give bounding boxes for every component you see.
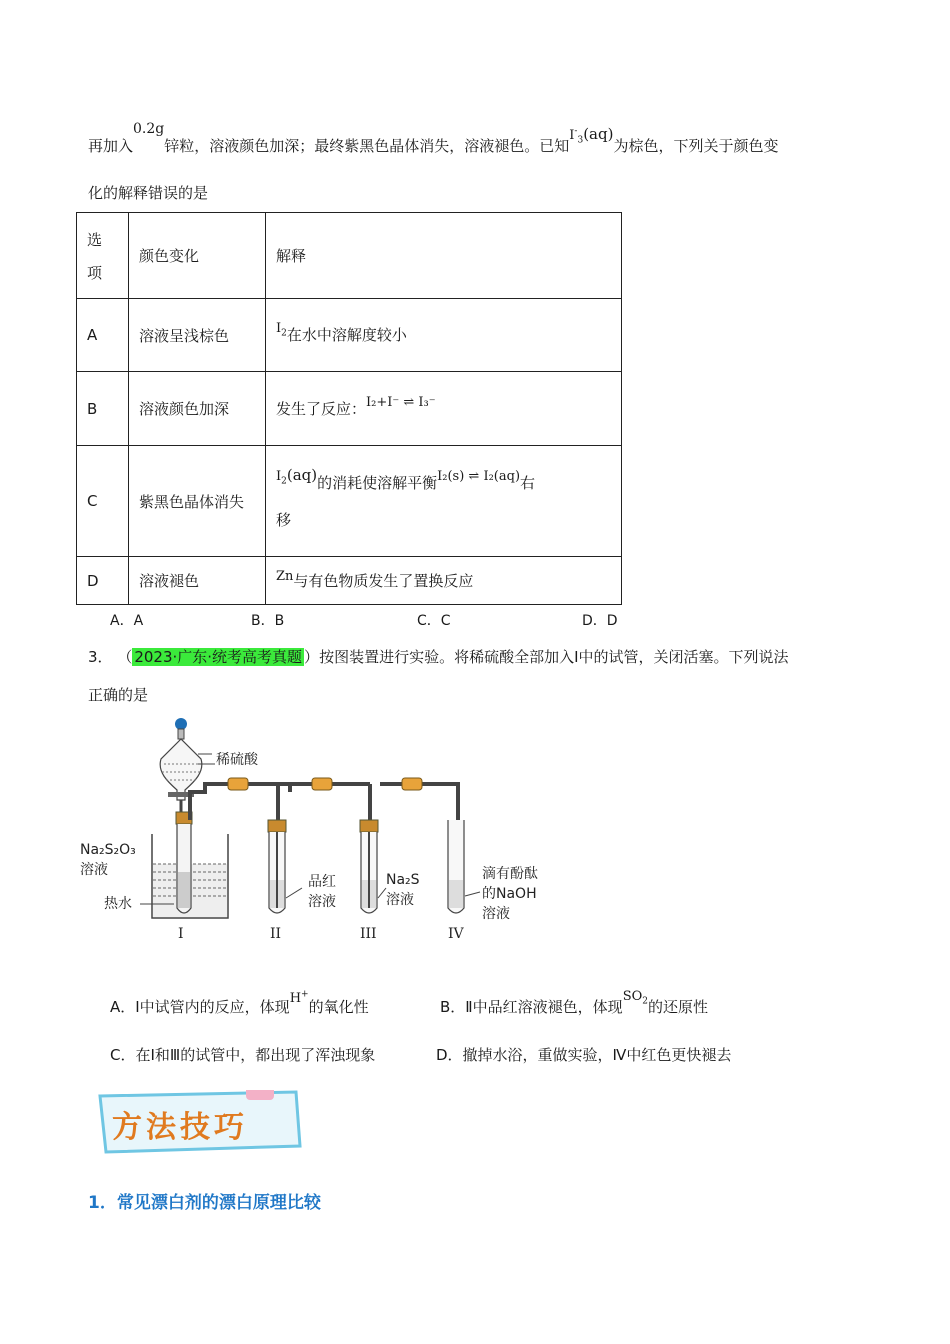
banner-title: 方法技巧 [112,1110,248,1145]
table-header-row [77,213,622,299]
rubber-connector [312,778,332,790]
label-tube-ii: II [270,926,282,942]
q3-line1: 3． （ 2023·广东·统考高考真题 ）按图装置进行实验。将稀硫酸全部加入Ⅰ中的试管，关闭活塞。下列说法 [88,648,789,666]
table-row: C 紫黑色晶体消失 $I_2(aq)$的消耗使溶解平衡I₂(s) ⇌ I₂(aq)右 移 [77,446,622,557]
label-acid: 稀硫酸 [216,752,258,768]
answer-option-b[interactable]: B．B [251,613,285,629]
label-na2s2o3: Na₂S₂O₃ [80,842,136,858]
rubber-connector [228,778,248,790]
q3-source-badge: 2023·广东·统考高考真题 [134,648,303,666]
q2-mass: 0.2g [133,121,165,137]
header-explanation: 解释 [266,213,622,299]
label-pinhong-sol: 溶液 [308,894,336,910]
label-hot-water: 热水 [104,896,132,912]
label-tube-iii: III [360,926,377,942]
equation-c: I₂(s) ⇌ I₂(aq) [437,469,521,485]
rubber-connector [402,778,422,790]
header-option: 选 项 [77,213,129,299]
answer-option-c[interactable]: C．C [417,613,451,629]
apparatus-diagram [80,712,560,948]
answer-option-d[interactable]: D．D [582,613,618,629]
formula-i2-aq: $I_2(aq)$ [276,466,318,487]
label-na2s2o3-sol: 溶液 [80,862,108,878]
table-row: D 溶液褪色 Zn与有色物质发生了置换反应 [77,557,622,605]
section-heading: 1．常见漂白剂的漂白原理比较 [88,1193,321,1213]
label-naoh-1: 滴有酚酞 [482,866,538,882]
equation-b: I₂+I⁻ ⇌ I₃⁻ [366,395,436,410]
table-row: B 溶液颜色加深 发生了反应：I₂+I⁻ ⇌ I₃⁻ [77,372,622,446]
q2-ion-formula: $I^-_3(aq)$ [569,125,614,146]
q3-answer-d[interactable]: D．撤掉水浴，重做实验，Ⅳ中红色更快褪去 [436,1046,732,1064]
options-table [76,212,622,605]
q3-line2: 正确的是 [88,686,149,704]
label-naoh-2: 的NaOH [482,886,537,902]
clip-icon [246,1090,274,1100]
q3-answer-c[interactable]: C．在Ⅰ和Ⅲ的试管中，都出现了浑浊现象 [110,1046,376,1064]
label-tube-iv: IV [448,926,464,942]
table-row: A 溶液呈浅棕色 $I_2$在水中溶解度较小 [77,299,622,372]
answer-option-a[interactable]: A．A [110,613,144,629]
label-na2s: Na₂S [386,872,420,888]
header-color-change: 颜色变化 [129,213,266,299]
q2-line1: 再加入$^{0.2g}$锌粒，溶液颜色加深；最终紫黑色晶体消失，溶液褪色。已知$I^-_3(aq)$为棕色，下列关于颜色变 [88,121,779,155]
label-na2s-sol: 溶液 [386,892,414,908]
formula-zn: Zn [276,569,294,584]
formula-i2: $I_2$ [276,320,287,339]
q3-answer-b[interactable]: B．Ⅱ中品红溶液褪色，体现$SO_2$的还原性 [440,989,709,1016]
q3-answer-a[interactable]: A．Ⅰ中试管内的反应，体现H+的氧化性 [110,989,369,1016]
q2-line2: 化的解释错误的是 [88,184,209,202]
label-naoh-3: 溶液 [482,906,510,922]
label-pinhong: 品红 [308,874,336,890]
label-tube-i: I [178,926,184,942]
stopper-icon [175,718,187,730]
